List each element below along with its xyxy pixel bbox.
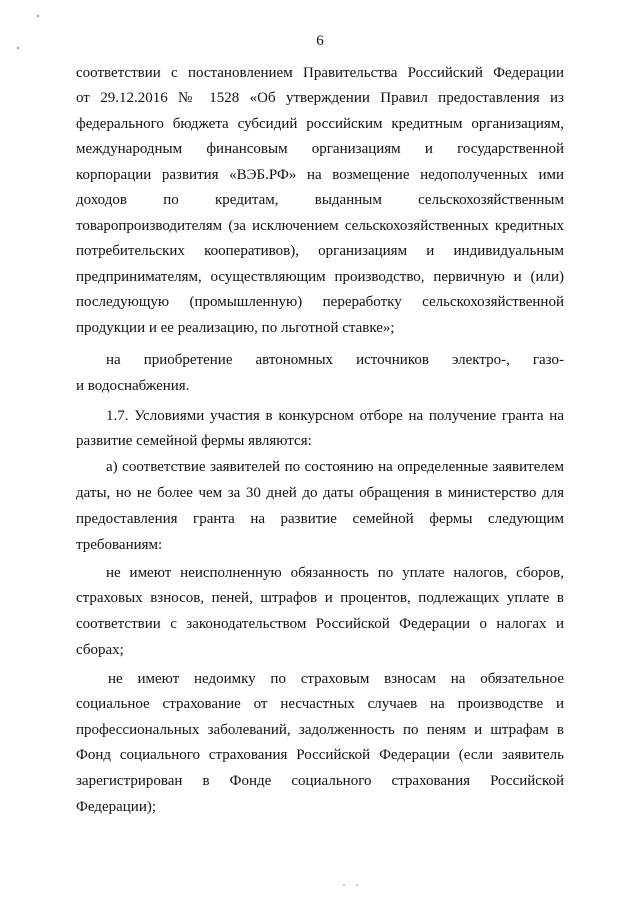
- text-line: не имеют неисполненную обязанность по уплате налогов, сборов,: [106, 565, 564, 581]
- text-line: зарегистрирован в Фонде социального страхования Российской: [76, 773, 564, 789]
- text-line: потребительских кооперативов), организациям и индивидуальным: [76, 243, 564, 259]
- text-line: последующую (промышленную) переработку сельскохозяйственной: [76, 294, 564, 310]
- scan-speck: [343, 884, 345, 886]
- text-line: не имеют недоимку по страховым взносам на обязательное: [108, 671, 564, 687]
- text-line: на приобретение автономных источников электро-, газо-: [106, 352, 564, 368]
- text-line: даты, но не более чем за 30 дней до даты обращения в министерство для: [76, 485, 564, 501]
- text-line: от 29.12.2016 № 1528 «Об утверждении Правил предоставления из: [76, 90, 564, 106]
- page-number: 6: [316, 33, 324, 49]
- text-line: предпринимателям, осуществляющим производство, первичную и (или): [76, 269, 564, 285]
- text-line: сборах;: [76, 642, 124, 658]
- text-line: предоставления гранта на развитие семейной фермы следующим: [76, 511, 564, 527]
- text-line: и водоснабжения.: [76, 378, 190, 394]
- text-line: международным финансовым организациям и государственной: [76, 141, 564, 157]
- text-line: федерального бюджета субсидий российским кредитным организациям,: [76, 116, 564, 132]
- text-line: соответствии с законодательством Российской Федерации о налогах и: [76, 616, 564, 632]
- text-line: развитие семейной фермы являются:: [76, 433, 312, 449]
- text-line: корпорации развития «ВЭБ.РФ» на возмещение недополученных ими: [76, 167, 564, 183]
- text-line: соответствии с постановлением Правительства Российский Федерации: [76, 65, 564, 81]
- text-line: доходов по кредитам, выданным сельскохозяйственным: [76, 192, 564, 208]
- text-line: продукции и ее реализацию, по льготной ставке»;: [76, 320, 395, 336]
- text-line: 1.7. Условиями участия в конкурсном отборе на получение гранта на: [106, 408, 564, 424]
- text-line: страховых взносов, пеней, штрафов и процентов, подлежащих уплате в: [76, 590, 564, 606]
- text-line: Федерации);: [76, 799, 157, 815]
- text-line: требованиям:: [76, 537, 163, 553]
- text-line: Фонд социального страхования Российской Федерации (если заявитель: [76, 747, 564, 763]
- scan-speck: [37, 15, 39, 17]
- text-line: а) соответствие заявителей по состоянию на определенные заявителем: [106, 459, 564, 475]
- text-line: профессиональных заболеваний, задолженность по пеням и штрафам в: [76, 722, 564, 738]
- text-line: социальное страхование от несчастных случаев на производстве и: [76, 696, 564, 712]
- scan-speck: [356, 884, 358, 886]
- text-line: товаропроизводителям (за исключением сельскохозяйственных кредитных: [76, 218, 564, 234]
